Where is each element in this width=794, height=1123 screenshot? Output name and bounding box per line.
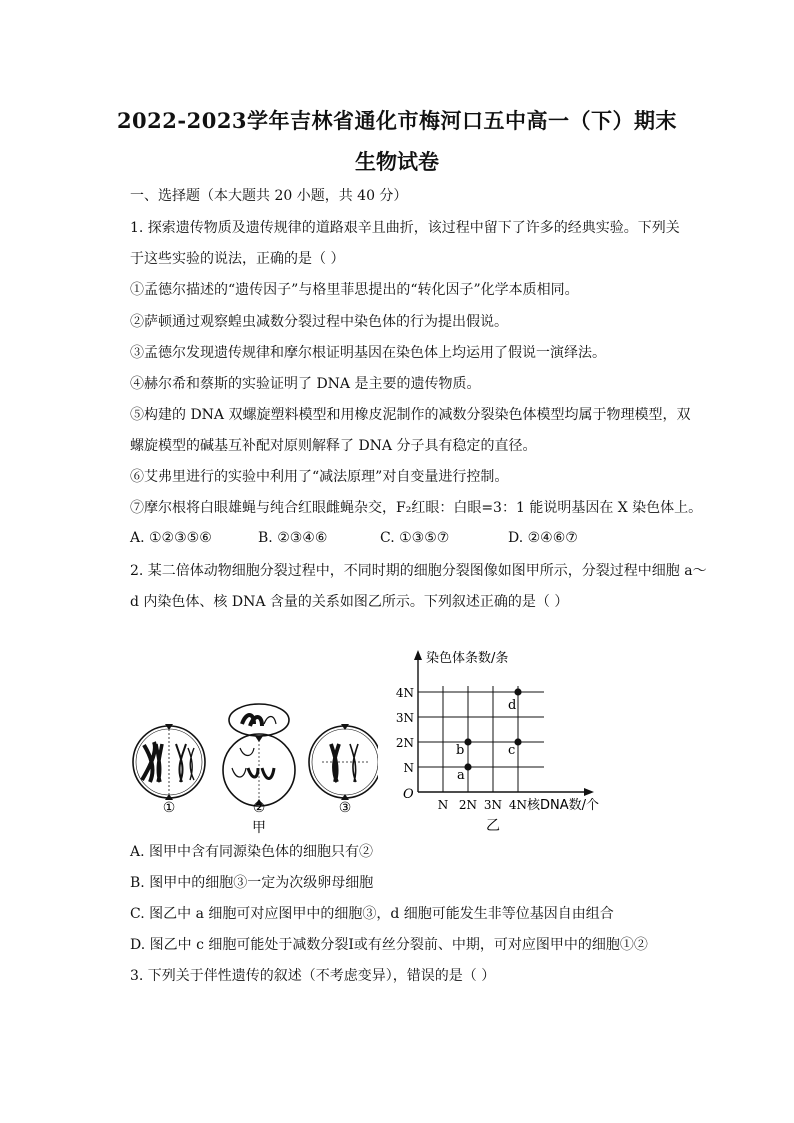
y-axis-arrow <box>414 650 422 660</box>
q1-stem-line1: 1. 探索遗传物质及遗传规律的道路艰辛且曲折，该过程中留下了许多的经典实验。下列关 <box>130 220 680 236</box>
q1-option-b[interactable]: B. ②③④⑥ <box>258 530 328 546</box>
cell-1-illustration <box>133 724 205 800</box>
data-point-d <box>514 688 521 695</box>
y-tick-label: 3N <box>395 711 414 725</box>
chart-points <box>456 688 522 783</box>
cell-3-illustration <box>309 724 378 800</box>
data-point-b <box>464 738 471 745</box>
data-point-label: d <box>508 698 517 713</box>
x-axis-arrow <box>584 788 594 796</box>
y-tick-label: 2N <box>395 736 414 750</box>
data-point-label: b <box>456 743 465 758</box>
q1-statement-3: ③孟德尔发现遗传规律和摩尔根证明基因在染色体上均运用了假说一演绎法。 <box>130 345 606 361</box>
q1-statement-2: ②萨顿通过观察蝗虫减数分裂过程中染色体的行为提出假说。 <box>130 314 508 330</box>
q2-option-c[interactable]: C. 图乙中 a 细胞可对应图甲中的细胞③，d 细胞可能发生非等位基因自由组合 <box>130 906 614 922</box>
q1-options <box>130 530 730 550</box>
cell-1-label: ① <box>162 800 176 816</box>
chart-axes <box>414 650 594 796</box>
exam-subtitle: 生物试卷 <box>355 149 439 174</box>
q2-option-d[interactable]: D. 图乙中 c 细胞可能处于减数分裂Ⅰ或有丝分裂前、中期，可对应图甲中的细胞①② <box>130 937 648 953</box>
figure-yi-caption: 乙 <box>486 818 500 834</box>
data-point-label: c <box>508 743 516 758</box>
q1-statement-7: ⑦摩尔根将白眼雄蝇与纯合红眼雌蝇杂交，F₂红眼：白眼=3：1 能说明基因在 X 染色体上。 <box>130 500 703 516</box>
x-tick-label: 3N <box>483 798 503 812</box>
q1-statement-6: ⑥艾弗里进行的实验中利用了“减法原理”对自变量进行控制。 <box>130 469 509 485</box>
q2-stem-line2: d 内染色体、核 DNA 含量的关系如图乙所示。下列叙述正确的是（ ） <box>130 594 569 610</box>
chart-grid <box>418 686 544 792</box>
data-point-c <box>514 738 521 745</box>
cell-3-label: ③ <box>338 800 352 816</box>
q3-stem: 3. 下列关于伴性遗传的叙述（不考虑变异），错误的是（ ） <box>130 968 496 984</box>
cell-2-label: ② <box>252 800 266 816</box>
q1-option-a[interactable]: A. ①②③⑤⑥ <box>130 530 212 546</box>
figure-yi-chart <box>390 642 640 837</box>
figure-jia-cells <box>128 640 378 840</box>
q2-option-a[interactable]: A. 图甲中含有同源染色体的细胞只有② <box>130 844 374 860</box>
data-point-label: a <box>457 768 465 783</box>
x-tick-label: 4N <box>508 798 528 812</box>
exam-title: 2022-2023学年吉林省通化市梅河口五中高一（下）期末 <box>116 108 678 133</box>
q2-option-b[interactable]: B. 图甲中的细胞③一定为次级卵母细胞 <box>130 875 374 891</box>
q1-stem-line2: 于这些实验的说法，正确的是（ ） <box>130 251 345 267</box>
section-heading: 一、选择题（本大题共 20 小题，共 40 分） <box>130 188 408 204</box>
q1-statement-4: ④赫尔希和蔡斯的实验证明了 DNA 是主要的遗传物质。 <box>130 376 481 392</box>
q1-statement-1: ①孟德尔描述的“遗传因子”与格里菲思提出的“转化因子”化学本质相同。 <box>130 282 579 298</box>
y-tick-label: N <box>403 761 414 775</box>
x-tick-label: 2N <box>458 798 478 812</box>
chart-y-axis-label: 染色体条数/条 <box>426 651 509 666</box>
x-tick-label: N <box>437 798 449 812</box>
chart-origin-label: O <box>403 787 414 802</box>
q1-statement-5-line2: 螺旋模型的碱基互补配对原则解释了 DNA 分子具有稳定的直径。 <box>130 438 537 454</box>
cell-2-illustration <box>223 704 295 806</box>
q1-option-d[interactable]: D. ②④⑥⑦ <box>508 530 578 546</box>
figure-jia-caption: 甲 <box>252 820 266 836</box>
q1-statement-5-line1: ⑤构建的 DNA 双螺旋塑料模型和用橡皮泥制作的减数分裂染色体模型均属于物理模型，双 <box>130 407 691 423</box>
y-tick-label: 4N <box>395 686 414 700</box>
chart-x-axis-label: 核DNA数/个 <box>527 798 600 813</box>
q1-option-c[interactable]: C. ①③⑤⑦ <box>380 530 450 546</box>
data-point-a <box>464 763 471 770</box>
q2-stem-line1: 2. 某二倍体动物细胞分裂过程中，不同时期的细胞分裂图像如图甲所示，分裂过程中细胞 a～ <box>130 563 707 579</box>
